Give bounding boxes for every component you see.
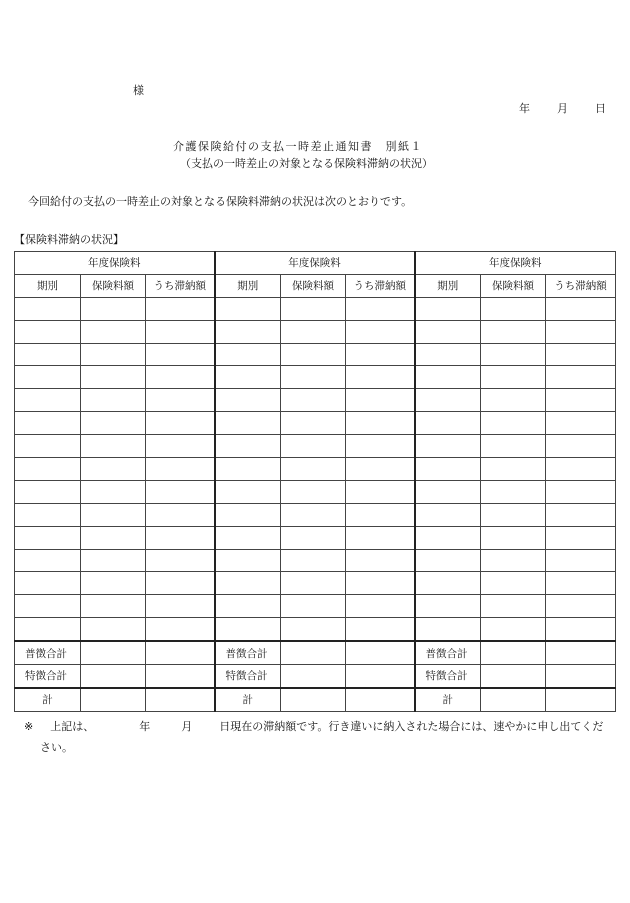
arrears-cell — [546, 320, 616, 343]
premium-cell — [281, 549, 346, 572]
premium-cell — [281, 343, 346, 366]
period-cell — [215, 389, 281, 412]
premium-cell — [81, 343, 146, 366]
arrears-cell — [346, 595, 415, 618]
footnote-year: 年 — [139, 720, 151, 733]
arrears-cell — [546, 412, 616, 435]
period-cell — [415, 595, 481, 618]
arrears-cell — [546, 641, 616, 664]
period-cell — [15, 572, 81, 595]
premium-cell — [481, 389, 546, 412]
arrears-cell — [146, 572, 215, 595]
period-cell — [215, 549, 281, 572]
premium-cell — [481, 526, 546, 549]
premium-cell — [481, 618, 546, 641]
summary-row-total — [15, 688, 616, 711]
arrears-cell — [546, 435, 616, 458]
table-row — [15, 389, 616, 412]
premium-cell — [481, 480, 546, 503]
footnote-text-1: 上記は、 — [50, 720, 95, 733]
period-cell — [415, 343, 481, 366]
period-cell — [15, 595, 81, 618]
period-cell — [215, 366, 281, 389]
arrears-cell — [146, 480, 215, 503]
column-header-premium: 保険料額 — [281, 274, 346, 297]
premium-cell — [281, 480, 346, 503]
arrears-cell — [346, 343, 415, 366]
arrears-cell — [146, 389, 215, 412]
premium-cell — [481, 435, 546, 458]
period-cell — [215, 595, 281, 618]
table-row — [15, 526, 616, 549]
premium-cell — [281, 503, 346, 526]
period-cell — [215, 503, 281, 526]
period-cell — [415, 412, 481, 435]
premium-cell — [281, 688, 346, 711]
arrears-cell — [546, 343, 616, 366]
premium-cell — [481, 320, 546, 343]
table-row — [15, 320, 616, 343]
arrears-cell — [346, 503, 415, 526]
intro-text: 今回給付の支払の一時差止の対象となる保険料滞納の状況は次のとおりです。 — [28, 195, 413, 208]
premium-cell — [281, 665, 346, 688]
arrears-cell — [146, 320, 215, 343]
arrears-cell — [346, 641, 415, 664]
premium-cell — [81, 641, 146, 664]
arrears-cell — [546, 389, 616, 412]
period-cell — [215, 526, 281, 549]
premium-cell — [481, 688, 546, 711]
premium-cell — [281, 320, 346, 343]
arrears-cell — [146, 435, 215, 458]
summary-row-ordinary — [15, 641, 616, 664]
summary-label: 計 — [15, 688, 81, 711]
period-cell — [415, 297, 481, 320]
period-cell — [215, 458, 281, 481]
premium-cell — [81, 595, 146, 618]
table-row — [15, 412, 616, 435]
arrears-cell — [346, 412, 415, 435]
arrears-cell — [146, 503, 215, 526]
period-cell — [215, 572, 281, 595]
footnote-text-2: 日現在の滞納額です。行き違いに納入された場合には、速やかに申し出てくだ — [219, 720, 604, 733]
table-row — [15, 618, 616, 641]
column-header-period: 期別 — [415, 274, 481, 297]
table-row — [15, 572, 616, 595]
premium-cell — [281, 618, 346, 641]
period-cell — [215, 320, 281, 343]
table-row — [15, 480, 616, 503]
summary-row-special — [15, 665, 616, 688]
period-cell — [415, 435, 481, 458]
period-cell — [15, 435, 81, 458]
premium-cell — [481, 458, 546, 481]
premium-cell — [81, 480, 146, 503]
period-cell — [415, 618, 481, 641]
period-cell — [415, 320, 481, 343]
arrears-cell — [546, 688, 616, 711]
period-cell — [415, 458, 481, 481]
arrears-cell — [346, 458, 415, 481]
period-cell — [15, 503, 81, 526]
arrears-cell — [346, 572, 415, 595]
period-cell — [15, 297, 81, 320]
arrears-cell — [146, 641, 215, 664]
premium-cell — [281, 458, 346, 481]
premium-cell — [81, 549, 146, 572]
arrears-cell — [346, 618, 415, 641]
issue-date — [519, 100, 606, 116]
date-month: 月 — [557, 102, 568, 115]
document-subtitle: （支払の一時差止の対象となる保険料滞納の状況） — [180, 157, 433, 170]
column-header-arrears: うち滞納額 — [146, 274, 215, 297]
arrears-table — [14, 251, 616, 712]
arrears-cell — [546, 572, 616, 595]
column-header-arrears: うち滞納額 — [346, 274, 415, 297]
arrears-cell — [346, 435, 415, 458]
column-header-arrears: うち滞納額 — [546, 274, 616, 297]
group-header-cell: 年度保険料 — [15, 252, 215, 275]
summary-label: 普徴合計 — [415, 641, 481, 664]
column-header-premium: 保険料額 — [481, 274, 546, 297]
summary-label: 計 — [415, 688, 481, 711]
period-cell — [15, 366, 81, 389]
premium-cell — [281, 572, 346, 595]
footnote-month: 月 — [181, 720, 193, 733]
table-group-header-row — [15, 252, 616, 275]
arrears-cell — [346, 480, 415, 503]
premium-cell — [281, 641, 346, 664]
footnote-mark: ※ — [24, 720, 34, 733]
premium-cell — [81, 389, 146, 412]
arrears-cell — [146, 688, 215, 711]
premium-cell — [281, 389, 346, 412]
premium-cell — [281, 595, 346, 618]
summary-label: 特徴合計 — [215, 665, 281, 688]
arrears-cell — [146, 549, 215, 572]
period-cell — [215, 343, 281, 366]
addressee-suffix: 様 — [133, 84, 144, 97]
period-cell — [15, 480, 81, 503]
arrears-cell — [346, 366, 415, 389]
arrears-cell — [146, 297, 215, 320]
group-header-cell: 年度保険料 — [415, 252, 616, 275]
arrears-cell — [546, 503, 616, 526]
premium-cell — [81, 458, 146, 481]
premium-cell — [281, 412, 346, 435]
premium-cell — [481, 595, 546, 618]
period-cell — [415, 366, 481, 389]
footnote-text-3: さい。 — [40, 741, 73, 754]
arrears-cell — [146, 595, 215, 618]
premium-cell — [81, 572, 146, 595]
table-row — [15, 343, 616, 366]
table-row — [15, 549, 616, 572]
premium-cell — [81, 320, 146, 343]
premium-cell — [81, 435, 146, 458]
summary-label: 計 — [215, 688, 281, 711]
table-column-header-row — [15, 274, 616, 297]
period-cell — [15, 549, 81, 572]
premium-cell — [481, 641, 546, 664]
period-cell — [15, 320, 81, 343]
arrears-cell — [346, 688, 415, 711]
arrears-cell — [546, 595, 616, 618]
date-year: 年 — [519, 102, 530, 115]
period-cell — [415, 503, 481, 526]
period-cell — [15, 618, 81, 641]
arrears-cell — [146, 458, 215, 481]
premium-cell — [81, 412, 146, 435]
premium-cell — [281, 366, 346, 389]
arrears-cell — [346, 526, 415, 549]
column-header-period: 期別 — [15, 274, 81, 297]
premium-cell — [81, 366, 146, 389]
period-cell — [15, 389, 81, 412]
premium-cell — [481, 343, 546, 366]
arrears-cell — [546, 526, 616, 549]
table-row — [15, 503, 616, 526]
date-day: 日 — [595, 102, 606, 115]
arrears-cell — [146, 366, 215, 389]
period-cell — [215, 297, 281, 320]
period-cell — [15, 412, 81, 435]
period-cell — [15, 458, 81, 481]
arrears-cell — [546, 665, 616, 688]
premium-cell — [281, 526, 346, 549]
arrears-cell — [346, 297, 415, 320]
arrears-cell — [146, 343, 215, 366]
period-cell — [415, 549, 481, 572]
arrears-cell — [546, 480, 616, 503]
period-cell — [15, 526, 81, 549]
premium-cell — [81, 503, 146, 526]
arrears-cell — [546, 549, 616, 572]
premium-cell — [481, 366, 546, 389]
table-row — [15, 435, 616, 458]
period-cell — [215, 435, 281, 458]
premium-cell — [81, 297, 146, 320]
group-header-cell: 年度保険料 — [215, 252, 415, 275]
summary-label: 特徴合計 — [415, 665, 481, 688]
arrears-cell — [346, 665, 415, 688]
premium-cell — [481, 665, 546, 688]
premium-cell — [481, 549, 546, 572]
period-cell — [215, 618, 281, 641]
arrears-table-body — [15, 252, 616, 712]
premium-cell — [81, 526, 146, 549]
premium-cell — [481, 572, 546, 595]
document-title: 介護保険給付の支払一時差止通知書 別紙１ — [173, 140, 423, 153]
summary-label: 特徴合計 — [15, 665, 81, 688]
premium-cell — [81, 665, 146, 688]
arrears-cell — [146, 618, 215, 641]
premium-cell — [481, 503, 546, 526]
column-header-period: 期別 — [215, 274, 281, 297]
summary-label: 普徴合計 — [215, 641, 281, 664]
period-cell — [215, 412, 281, 435]
summary-label: 普徴合計 — [15, 641, 81, 664]
table-row — [15, 297, 616, 320]
arrears-cell — [346, 389, 415, 412]
arrears-cell — [146, 665, 215, 688]
premium-cell — [81, 618, 146, 641]
arrears-cell — [546, 458, 616, 481]
premium-cell — [281, 435, 346, 458]
table-row — [15, 595, 616, 618]
arrears-cell — [546, 366, 616, 389]
arrears-cell — [546, 297, 616, 320]
period-cell — [215, 480, 281, 503]
arrears-cell — [146, 412, 215, 435]
table-row — [15, 458, 616, 481]
period-cell — [415, 572, 481, 595]
column-header-premium: 保険料額 — [81, 274, 146, 297]
premium-cell — [81, 688, 146, 711]
premium-cell — [481, 297, 546, 320]
arrears-cell — [346, 549, 415, 572]
period-cell — [15, 343, 81, 366]
period-cell — [415, 526, 481, 549]
period-cell — [415, 480, 481, 503]
arrears-cell — [546, 618, 616, 641]
period-cell — [415, 389, 481, 412]
premium-cell — [281, 297, 346, 320]
premium-cell — [481, 412, 546, 435]
arrears-cell — [146, 526, 215, 549]
table-row — [15, 366, 616, 389]
arrears-cell — [346, 320, 415, 343]
footnote — [24, 716, 616, 758]
section-heading: 【保険料滞納の状況】 — [14, 233, 124, 246]
